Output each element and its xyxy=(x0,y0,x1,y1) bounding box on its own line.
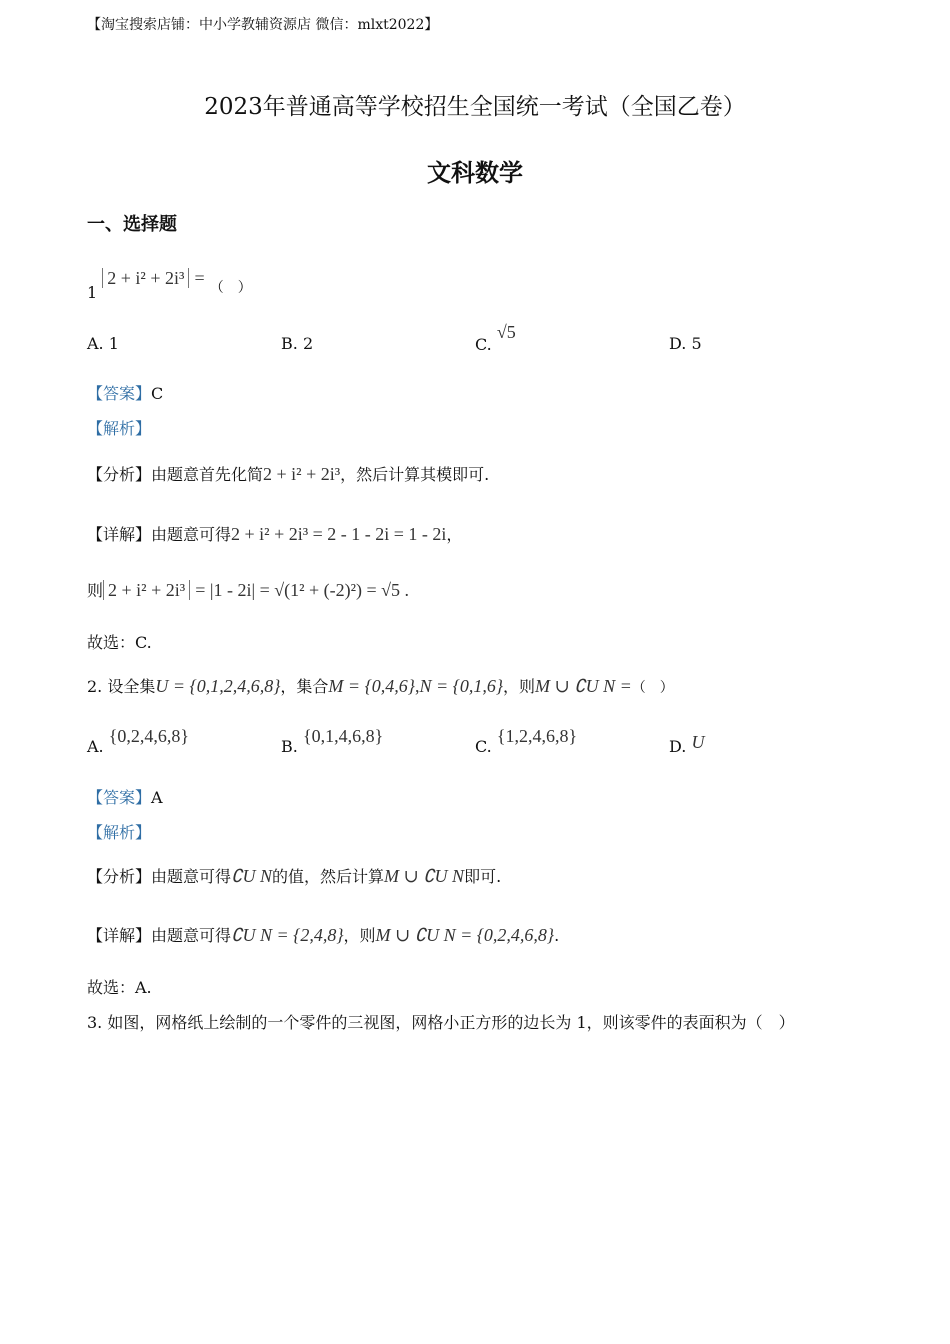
q2-option-c: C. {1,2,4,6,8} xyxy=(475,726,578,756)
q2-answer: 【答案】A xyxy=(87,788,163,807)
q1-fenxi: 【分析】由题意首先化简2 + i² + 2i³，然后计算其模即可. xyxy=(87,464,490,484)
q2-answer-value: A xyxy=(151,788,163,807)
exam-subtitle: 文科数学 xyxy=(427,158,523,187)
q2-option-b: B. {0,1,4,6,8} xyxy=(281,726,384,756)
q2-option-d: D. U xyxy=(669,732,705,756)
q2-xiangjie: 【详解】由题意可得∁U N = {2,4,8}，则M ∪ ∁U N = {0,2,4,6,8}. xyxy=(87,925,560,945)
q1-conclusion: 故选：C. xyxy=(87,633,152,652)
q2-analysis-label: 【解析】 xyxy=(87,823,152,842)
q1-option-b: B. 2 xyxy=(281,334,314,353)
q1-option-d: D. 5 xyxy=(669,334,702,353)
q1-option-c: C. √5 xyxy=(475,322,516,354)
q1-analysis-label: 【解析】 xyxy=(87,419,152,438)
q1-answer xyxy=(87,381,163,404)
q2-fenxi: 【分析】由题意可得∁U N的值，然后计算M ∪ ∁U N即可. xyxy=(87,866,502,886)
q1-stem xyxy=(87,268,252,302)
header-note: 【淘宝搜索店铺：中小学教辅资源店 微信：mlxt2022】 xyxy=(87,17,439,33)
q2-conclusion: 故选：A. xyxy=(87,978,152,997)
answer-label: 【答案】 xyxy=(87,384,152,403)
q2-stem: 2. 设全集U = {0,1,2,4,6,8}，集合M = {0,4,6},N = {0,1,6}，则M ∪ ∁U N =（ ） xyxy=(87,676,674,696)
q1-answer-value: C xyxy=(151,384,164,403)
q1-expression: 2 + i² + 2i³ xyxy=(102,268,189,288)
q3-stem: 3. 如图，网格纸上绘制的一个零件的三视图，网格小正方形的边长为 1，则该零件的表面积为（ ） xyxy=(87,1013,795,1032)
q1-then: 则 2 + i² + 2i³ = |1 - 2i| = √(1² + (-2)²) = √5 . xyxy=(87,580,410,600)
section-heading: 一、选择题 xyxy=(87,214,177,235)
q2-option-a: A. {0,2,4,6,8} xyxy=(87,726,190,756)
q1-option-a: A. 1 xyxy=(87,334,119,353)
q1-equals: = xyxy=(194,268,205,288)
q1-number: 1 xyxy=(87,283,98,302)
q1-xiangjie: 【详解】由题意可得2 + i² + 2i³ = 2 - 1 - 2i = 1 - 2i， xyxy=(87,524,463,544)
exam-title: 2023年普通高等学校招生全国统一考试（全国乙卷） xyxy=(204,94,746,120)
q1-paren: （ ） xyxy=(209,280,252,296)
